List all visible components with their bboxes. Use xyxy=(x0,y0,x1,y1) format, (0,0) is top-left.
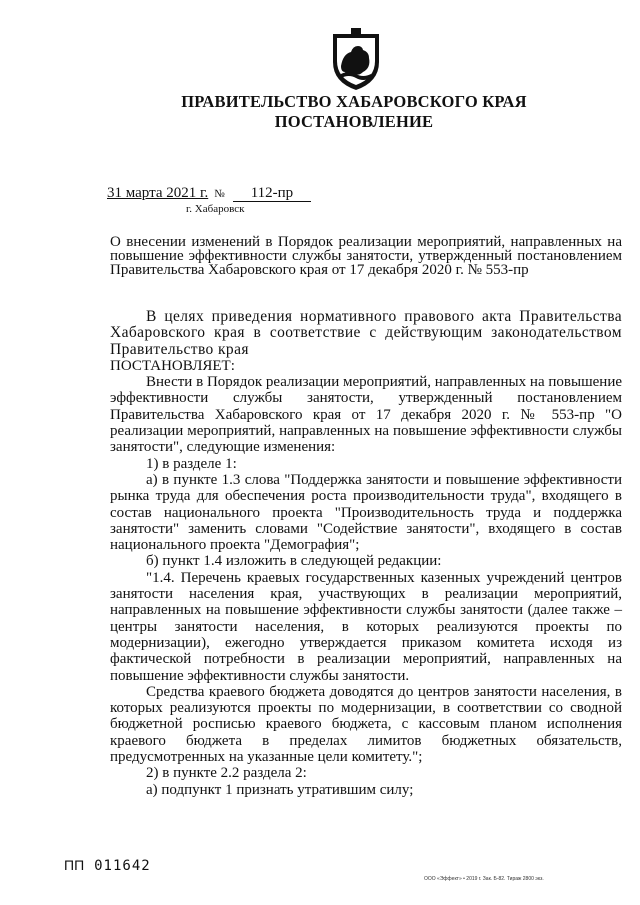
printer-imprint: ООО «Эффект» • 2019 г. Зак. Б-82. Тираж 2800 экз. xyxy=(424,876,544,882)
doc-city: г. Хабаровск xyxy=(186,203,245,215)
paragraph-item-a: а) в пункте 1.3 слова "Поддержка занятости и повышение эффективности рынка труда для обеспечения роста производительности труда", входящего в состав национального проекта "Производительность труда и поддержка занятости" заменить словами "Содействие занятости", входящего в состав национального проекта "Демография"; xyxy=(110,471,622,554)
form-code-number: 011642 xyxy=(94,858,151,874)
coat-of-arms-icon xyxy=(327,28,385,92)
paragraph-subitem-a: а) подпункт 1 признать утратившим силу; xyxy=(146,781,414,798)
doc-type-title: ПОСТАНОВЛЕНИЕ xyxy=(274,112,434,131)
doc-number: 112-пр xyxy=(233,186,311,202)
date-number-line xyxy=(107,185,311,202)
paragraph-main: Внести в Порядок реализации мероприятий, направленных на повышение эффективности службы занятости, утвержденный постановлением Правительства Хабаровского края от 17 декабря 2020 г. № 553-пр "О реализации мероприятий, направленных на повышение эффективности службы занятости", следующие изменения: xyxy=(110,374,622,456)
paragraph-preamble: В целях приведения нормативного правового акта Правительства Хабаровского края в соответствие с действующим законодательством Правительство края xyxy=(110,308,622,358)
doc-date: 31 марта 2021 г. xyxy=(107,185,209,201)
org-title: ПРАВИТЕЛЬСТВО ХАБАРОВСКОГО КРАЯ xyxy=(181,92,527,111)
paragraph-item-b: б) пункт 1.4 изложить в следующей редакции: xyxy=(146,553,442,570)
doc-body xyxy=(110,309,622,798)
number-label: № xyxy=(214,188,225,200)
paragraph-quote-1: "1.4. Перечень краевых государственных казенных учреждений центров занятости населения края, участвующих в реализации мероприятий, направленных на повышение эффективности службы занятости (далее также – центры занятости населения, в которых реализуются проекты по модернизации), ежегодно утверждается приказом комитета исходя из фактической потребности в реализации мероприятий, направленных на повышение эффективности службы занятости. xyxy=(110,569,622,684)
paragraph-section1: 1) в разделе 1: xyxy=(146,455,237,472)
paragraph-quote-2: Средства краевого бюджета доводятся до центров занятости населения, в которых реализуются проекты по модернизации, в соответствии со сводной бюджетной росписью краевого бюджета, с кассовым планом исполнения краевого бюджета в пределах лимитов бюджетных обязательств, предусмотренных на указанные цели комитету."; xyxy=(110,683,622,766)
paragraph-resolves: ПОСТАНОВЛЯЕТ: xyxy=(110,357,235,374)
form-code xyxy=(64,857,151,874)
form-code-label: ПП xyxy=(64,857,85,873)
doc-subject: О внесении изменений в Порядок реализации мероприятий, направленных на повышение эффективности службы занятости, утвержденный постановлением Правительства Хабаровского края от 17 декабря 2020 г. № 553-пр xyxy=(110,234,622,278)
paragraph-section2: 2) в пункте 2.2 раздела 2: xyxy=(146,765,307,782)
